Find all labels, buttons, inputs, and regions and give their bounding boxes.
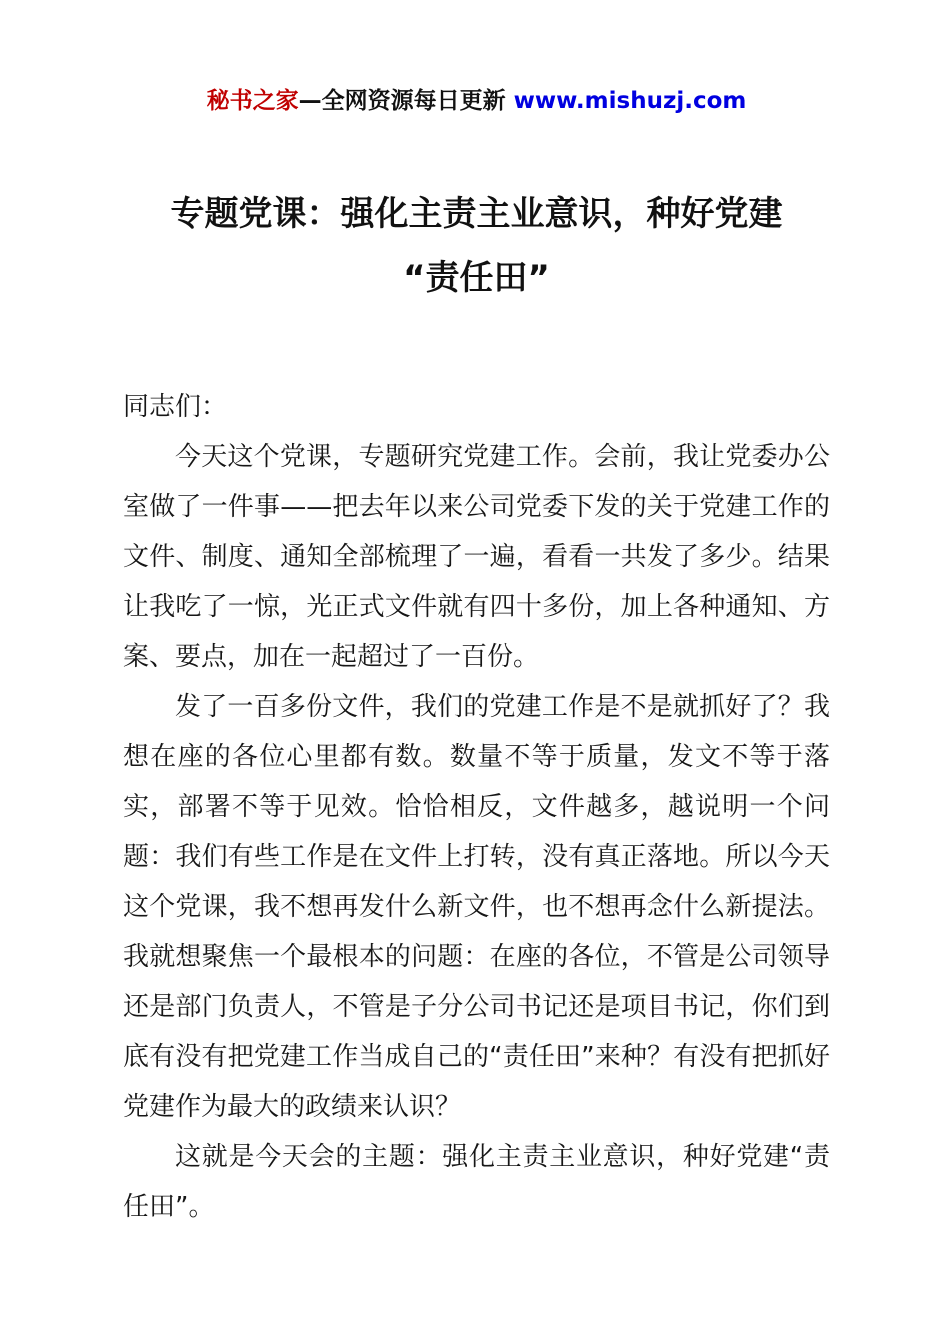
site-header bbox=[123, 86, 830, 116]
document-title-line-2: “责任田” bbox=[403, 258, 550, 298]
document-title-line-1: 专题党课：强化主责主业意识，种好党建 bbox=[170, 194, 783, 234]
brand-name: 秘书之家 bbox=[206, 88, 299, 114]
paragraph: 发了一百多份文件，我们的党建工作是不是就抓好了？我想在座的各位心里都有数。数量不等于质量，发文不等于落实，部署不等于见效。恰恰相反，文件越多，越说明一个问题：我们有些工作是在文件上打转，没有真正落地。所以今天这个党课，我不想再发什么新文件，也不想再念什么新提法。我就想聚焦一个最根本的问题：在座的各位，不管是公司领导还是部门负责人，不管是子分公司书记还是项目书记，你们到底有没有把党建工作当成自己的“责任田”来种？有没有把抓好党建作为最大的政绩来认识？ bbox=[123, 692, 830, 1122]
document-body bbox=[123, 382, 830, 1232]
paragraph: 今天这个党课，专题研究党建工作。会前，我让党委办公室做了一件事——把去年以来公司党委下发的关于党建工作的文件、制度、通知全部梳理了一遍，看看一共发了多少。结果让我吃了一惊，光正式文件就有四十多份，加上各种通知、方案、要点，加在一起超过了一百份。 bbox=[123, 442, 830, 672]
site-url-link[interactable]: www.mishuzj.com bbox=[513, 88, 747, 114]
header-tagline: —全网资源每日更新 bbox=[298, 88, 514, 114]
paragraph: 这就是今天会的主题：强化主责主业意识，种好党建“责任田”。 bbox=[123, 1142, 830, 1222]
salutation-paragraph: 同志们： bbox=[123, 392, 228, 422]
document-title bbox=[123, 182, 830, 310]
